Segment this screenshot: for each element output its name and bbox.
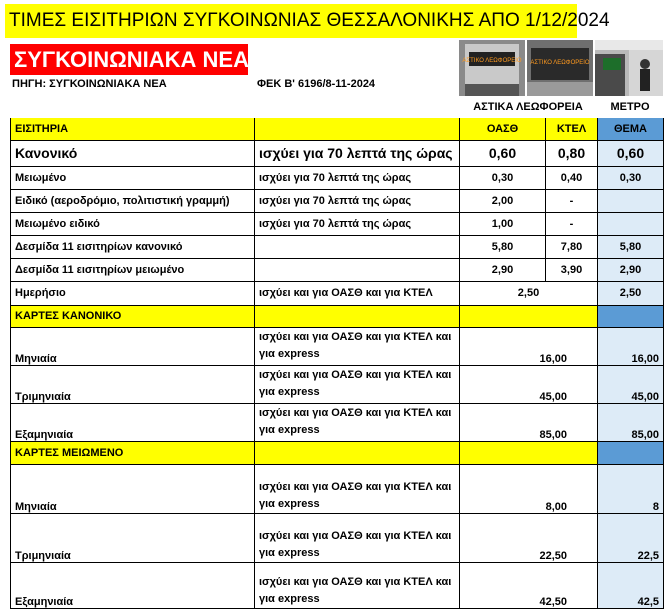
- bus-photo-2-image: [527, 40, 593, 96]
- card-metro-price: 22,5: [598, 513, 664, 562]
- card-bus-price: 45,00: [460, 365, 598, 403]
- daily-metro-price: 2,50: [598, 281, 664, 305]
- bus-sign-text: ΑΣΤΙΚΟ ΛΕΩΦΟΡΕΙΟ: [462, 58, 522, 64]
- ticket-row: [11, 189, 664, 212]
- card-desc: ισχύει και για ΟΑΣΘ και για ΚΤΕΛ και για express: [255, 327, 460, 365]
- card-row: [11, 403, 664, 441]
- source-label: ΠΗΓΗ: ΣΥΓΚΟΙΝΩΝΙΑΚΑ ΝΕΑ: [12, 78, 167, 90]
- card-row: [11, 513, 664, 562]
- ticket-oasth-price: 5,80: [460, 235, 546, 258]
- col-oasth-header: ΟΑΣΘ: [460, 118, 546, 140]
- ticket-metro-price: 0,30: [598, 166, 664, 189]
- ticket-desc: ισχύει για 70 λεπτά της ώρας: [255, 140, 460, 166]
- ticket-ktel-price: 0,40: [546, 166, 598, 189]
- ticket-oasth-price: 2,90: [460, 258, 546, 281]
- ticket-oasth-price: 2,00: [460, 189, 546, 212]
- card-bus-price: 16,00: [460, 327, 598, 365]
- fares-table: [10, 118, 664, 609]
- ticket-desc: ισχύει για 70 λεπτά της ώρας: [255, 189, 460, 212]
- bus-sign-text: ΑΣΤΙΚΟ ΛΕΩΦΟΡΕΙΟ: [530, 60, 590, 66]
- card-desc: ισχύει και για ΟΑΣΘ και για ΚΤΕΛ και για express: [255, 403, 460, 441]
- ticket-ktel-price: 3,90: [546, 258, 598, 281]
- card-name: Μηνιαία: [11, 327, 255, 365]
- daily-name: Ημερήσιο: [11, 281, 255, 305]
- metro-group-header: ΜΕΤΡΟ: [610, 101, 650, 113]
- card-bus-price: 8,00: [460, 464, 598, 513]
- ticket-ktel-price: -: [546, 212, 598, 235]
- card-bus-price: 85,00: [460, 403, 598, 441]
- card-metro-price: 8: [598, 464, 664, 513]
- card-name: Τριμηνιαία: [11, 365, 255, 403]
- ticket-row: [11, 212, 664, 235]
- ticket-name: Κανονικό: [11, 140, 255, 166]
- ticket-metro-price: [598, 212, 664, 235]
- bus-photo-1: [459, 40, 525, 96]
- ticket-oasth-price: 0,30: [460, 166, 546, 189]
- card-bus-price: 42,50: [460, 562, 598, 608]
- ticket-metro-price: 0,60: [598, 140, 664, 166]
- ticket-desc: [255, 235, 460, 258]
- card-metro-price: 42,5: [598, 562, 664, 608]
- card-desc: ισχύει και για ΟΑΣΘ και για ΚΤΕΛ και για express: [255, 513, 460, 562]
- ticket-name: Μειωμένο: [11, 166, 255, 189]
- ticket-desc: ισχύει για 70 λεπτά της ώρας: [255, 166, 460, 189]
- daily-row: [11, 281, 664, 305]
- ticket-metro-price: 5,80: [598, 235, 664, 258]
- ticket-name: Δεσμίδα 11 εισιτηρίων μειωμένο: [11, 258, 255, 281]
- col-ktel-header: ΚΤΕΛ: [546, 118, 598, 140]
- card-name: Τριμηνιαία: [11, 513, 255, 562]
- card-name: Εξαμηνιαία: [11, 562, 255, 608]
- bus-photo-1-image: [459, 40, 525, 96]
- card-bus-price: 22,50: [460, 513, 598, 562]
- cards-normal-header-row: [11, 305, 664, 327]
- metro-photo: [595, 40, 663, 96]
- page-title: ΤΙΜΕΣ ΕΙΣΙΤΗΡΙΩΝ ΣΥΓΚΟΙΝΩΝΙΑΣ ΘΕΣΣΑΛΟΝΙΚΗΣ ΑΠΟ 1/12/2024: [5, 4, 577, 38]
- card-name: Εξαμηνιαία: [11, 403, 255, 441]
- card-metro-price: 85,00: [598, 403, 664, 441]
- ticket-oasth-price: 0,60: [460, 140, 546, 166]
- col-thema-header: ΘΕΜΑ: [598, 118, 664, 140]
- daily-bus-price: 2,50: [460, 281, 598, 305]
- metro-photo-image: [595, 40, 663, 96]
- ticket-name: Μειωμένο ειδικό: [11, 212, 255, 235]
- ticket-metro-price: [598, 189, 664, 212]
- cards-reduced-header-row: [11, 441, 664, 464]
- ticket-name: Δεσμίδα 11 εισιτηρίων κανονικό: [11, 235, 255, 258]
- cards-reduced-title: ΚΑΡΤΕΣ ΜΕΙΩΜΕΝΟ: [11, 441, 255, 464]
- card-desc: ισχύει και για ΟΑΣΘ και για ΚΤΕΛ και για express: [255, 464, 460, 513]
- card-name: Μηνιαία: [11, 464, 255, 513]
- section-tickets-label: ΕΙΣΙΤΗΡΙΑ: [11, 118, 255, 140]
- bus-group-header: ΑΣΤΙΚΑ ΛΕΩΦΟΡΕΙΑ: [473, 101, 583, 113]
- ticket-name: Ειδικό (αεροδρόμιο, πολιτιστική γραμμή): [11, 189, 255, 212]
- ticket-ktel-price: 0,80: [546, 140, 598, 166]
- card-metro-price: 45,00: [598, 365, 664, 403]
- ticket-row: [11, 166, 664, 189]
- card-row: [11, 464, 664, 513]
- ticket-ktel-price: -: [546, 189, 598, 212]
- card-metro-price: 16,00: [598, 327, 664, 365]
- ticket-desc: [255, 258, 460, 281]
- ticket-ktel-price: 7,80: [546, 235, 598, 258]
- bus-photo-2: [527, 40, 593, 96]
- card-desc: ισχύει και για ΟΑΣΘ και για ΚΤΕΛ και για express: [255, 562, 460, 608]
- ticket-metro-price: 2,90: [598, 258, 664, 281]
- card-row: [11, 562, 664, 608]
- card-row: [11, 365, 664, 403]
- ticket-row: [11, 140, 664, 166]
- card-row: [11, 327, 664, 365]
- cards-normal-title: ΚΑΡΤΕΣ ΚΑΝΟΝΙΚΟ: [11, 305, 255, 327]
- section-header-row: [11, 118, 664, 140]
- ticket-desc: ισχύει για 70 λεπτά της ώρας: [255, 212, 460, 235]
- brand-logo: ΣΥΓΚΟΙΝΩΝΙΑΚΑ ΝΕΑ: [10, 44, 248, 75]
- ticket-row: [11, 258, 664, 281]
- gazette-label: ΦΕΚ Β' 6196/8-11-2024: [257, 78, 376, 90]
- ticket-oasth-price: 1,00: [460, 212, 546, 235]
- card-desc: ισχύει και για ΟΑΣΘ και για ΚΤΕΛ και για express: [255, 365, 460, 403]
- daily-desc: ισχύει και για ΟΑΣΘ και για ΚΤΕΛ: [255, 281, 460, 305]
- ticket-row: [11, 235, 664, 258]
